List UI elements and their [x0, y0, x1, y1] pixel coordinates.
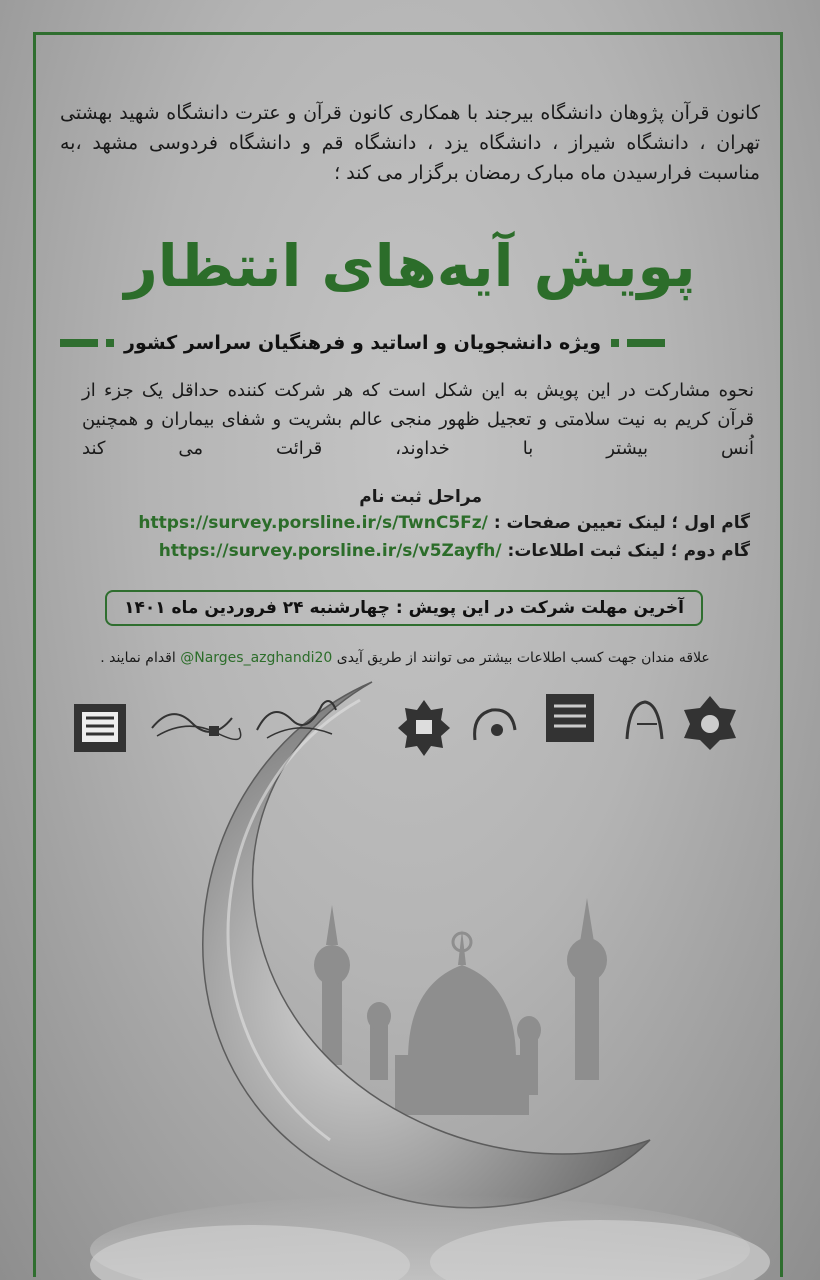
institute-logo-1 [397, 698, 452, 758]
ghadir-logo [467, 700, 522, 750]
deadline-box: آخرین مهلت شرکت در این پویش : چهارشنبه ۲۴ فروردین ماه ۱۴۰۱ [105, 590, 703, 626]
contact-text: علاقه مندان جهت کسب اطلاعات بیشتر می توانند از طریق آیدی [336, 650, 710, 666]
step-one-label: گام اول ؛ لینک تعیین صفحات : [493, 513, 750, 533]
participation-paragraph: نحوه مشارکت در این پویش به این شکل است که هر شرکت کننده حداقل یک جزء از قرآن کریم به نیت سلامتی و تعجیل ظهور منجی عالم بشریت و شفای بیماران و همچنین اُنس بیشتر با خداوند، قرائت می کند [82, 380, 754, 459]
subtitle-row [60, 325, 760, 361]
partner-logos [72, 690, 752, 770]
book-logo [72, 702, 128, 754]
calligraphy-logo-2 [252, 690, 340, 746]
step-one [60, 513, 750, 533]
registration-steps-heading: مراحل ثبت نام [359, 487, 482, 507]
contact-handle[interactable]: @Narges_azghandi20 [180, 650, 333, 666]
university-logo-1 [680, 694, 740, 752]
contact-text-end: اقدام نمایند . [100, 650, 176, 666]
university-logo-2 [617, 694, 672, 749]
right-dot-bar [611, 339, 619, 347]
left-short-bar [60, 339, 98, 347]
shahid-beheshti-logo [542, 690, 602, 750]
step-two-link[interactable]: https://survey.porsline.ir/s/v5Zayfh/ [158, 541, 502, 561]
campaign-title: پویش آیه‌های انتظار [124, 232, 696, 300]
step-one-link[interactable]: https://survey.porsline.ir/s/TwnC5Fz/ [138, 513, 488, 533]
step-two-label: گام دوم ؛ لینک ثبت اطلاعات: [507, 541, 750, 561]
contact-line [55, 650, 755, 666]
calligraphy-logo-1 [147, 698, 242, 746]
intro-paragraph: کانون قرآن پژوهان دانشگاه بیرجند با همکاری کانون قرآن و عترت دانشگاه شهید بهشتی تهران ، دانشگاه شیراز ، دانشگاه یزد ، دانشگاه قم و دانشگاه فردوسی مشهد ،به مناسبت فرارسیدن ماه مبارک رمضان برگزار می کند ؛ [60, 102, 760, 184]
subtitle: ویژه دانشجویان و اساتید و فرهنگیان سراسر کشور [124, 332, 602, 354]
step-two [60, 541, 750, 561]
left-dot-bar [106, 339, 114, 347]
right-short-bar [627, 339, 665, 347]
